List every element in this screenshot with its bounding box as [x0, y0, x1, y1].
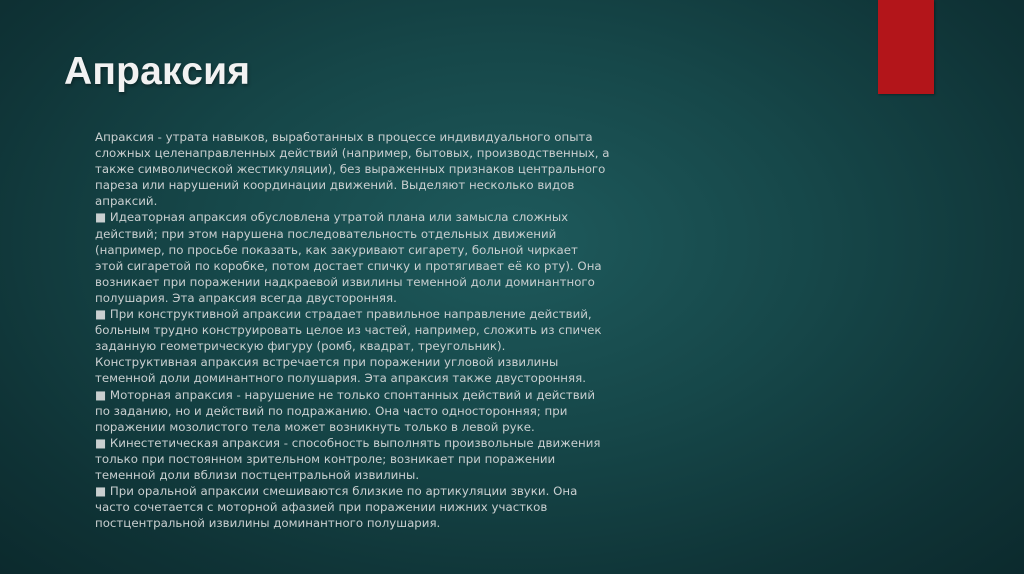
body-line: по заданию, но и действий по подражанию. Она часто односторонняя; при: [95, 403, 568, 418]
red-accent-bar: [878, 0, 934, 94]
body-line: теменной доли доминантного полушария. Эта апраксия также двусторонняя.: [95, 371, 586, 386]
body-line: заданную геометрическую фигуру (ромб, квадрат, треугольник).: [95, 339, 506, 354]
body-line: сложных целенаправленных действий (например, бытовых, производственных, а: [95, 146, 610, 161]
body-line: поражении мозолистого тела может возникнуть только в левой руке.: [95, 419, 535, 434]
body-line: действий; при этом нарушена последовательность отдельных движений: [95, 226, 557, 241]
body-line: возникает при поражении надкраевой извилины теменной доли доминантного: [95, 274, 595, 289]
body-line: часто сочетается с моторной афазией при поражении нижних участков: [95, 500, 548, 515]
body-line: также символической жестикуляции), без выраженных признаков центрального: [95, 162, 606, 177]
body-line: ■ Моторная апраксия - нарушение не только спонтанных действий и действий: [95, 387, 596, 402]
body-line: ■ Идеаторная апраксия обусловлена утратой плана или замысла сложных: [95, 210, 569, 225]
body-line: пареза или нарушений координации движений. Выделяют несколько видов: [95, 178, 575, 193]
body-line: этой сигаретой по коробке, потом достает спичку и протягивает её ко рту). Она: [95, 258, 602, 273]
body-line: апраксий.: [95, 194, 158, 209]
body-line: Конструктивная апраксия встречается при поражении угловой извилины: [95, 355, 559, 370]
body-line: ■ При конструктивной апраксии страдает правильное направление действий,: [95, 307, 592, 322]
body-line: теменной доли вблизи постцентральной извилины.: [95, 467, 420, 482]
body-line: (например, по просьбе показать, как закуривают сигарету, больной чиркает: [95, 242, 578, 257]
slide-body-text: [95, 129, 675, 531]
body-line: Апраксия - утрата навыков, выработанных в процессе индивидуального опыта: [95, 130, 593, 144]
body-line: только при постоянном зрительном контроле; возникает при поражении: [95, 451, 556, 466]
slide-title: Апраксия: [64, 50, 251, 93]
body-line: ■ Кинестетическая апраксия - способность выполнять произвольные движения: [95, 435, 601, 450]
body-line: ■ При оральной апраксии смешиваются близкие по артикуляции звуки. Она: [95, 484, 578, 499]
body-line: полушария. Эта апраксия всегда двусторонняя.: [95, 290, 397, 305]
body-line: больным трудно конструировать целое из частей, например, сложить из спичек: [95, 323, 602, 338]
body-line: постцентральной извилины доминантного полушария.: [95, 516, 441, 531]
